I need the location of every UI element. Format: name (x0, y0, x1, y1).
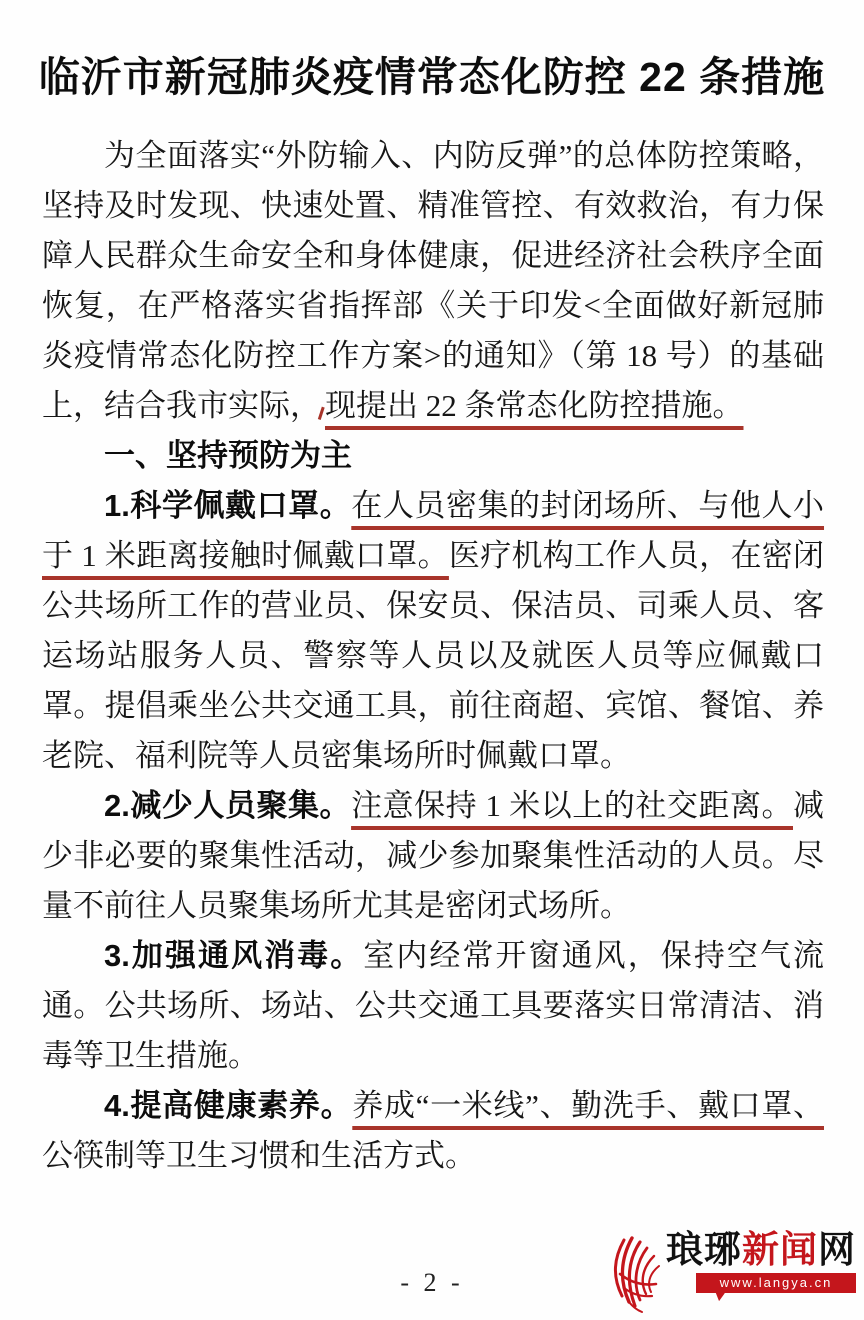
text-segment: 公筷制等卫生习惯和生活方式。 (42, 1138, 476, 1173)
item-lead-label: 3.加强通风消毒。 (104, 938, 364, 973)
text-segment: 医疗机构工作人员，在密闭公共场所工作的营业员、保安员、保洁员、司乘人员、客运场站服务人员、警察等人员以及就医人员等应佩戴口罩。提倡乘坐公共交通工具，前往商超、宾馆、餐馆、养老院、福利院等人员密集场所时佩戴口罩。 (42, 538, 825, 773)
langya-news-logo (602, 1228, 856, 1316)
logo-url: www.langya.cn (696, 1273, 856, 1293)
document-body (42, 131, 824, 1181)
item-lead-label: 4.提高健康素养。 (104, 1088, 353, 1123)
measure-item-2 (42, 781, 824, 931)
logo-name-part-red: 新闻 (742, 1229, 818, 1270)
logo-text-block (666, 1228, 856, 1293)
text-segment: 室内经常开窗通风，保持空气流通。公共场所、场站、公共交通工具要落实日常清洁、消毒等卫生措施。 (42, 938, 825, 1073)
measure-item-4 (42, 1081, 824, 1181)
underlined-text-segment: 注意保持 1 米以上的社交距离。 (351, 788, 793, 823)
logo-name-part: 琅琊 (666, 1229, 742, 1270)
intro-paragraph (42, 131, 824, 431)
section-heading: 一、坚持预防为主 (104, 438, 352, 473)
item-lead-label: 2.减少人员聚集。 (104, 788, 352, 823)
text-segment: 为全面落实“外防输入、内防反弹”的总体防控策略，坚持及时发现、快速处置、精准管控、有效救治，有力保障人民群众生命安全和身体健康，促进经济社会秩序全面恢复，在严格落实省指挥部《关于印发<全面做好新冠肺炎疫情常态化防控工作方案>的通知》（第 18 号）的基础上，结合我市实际， (42, 138, 824, 423)
page-number: - 2 - (400, 1268, 464, 1297)
document-title: 临沂市新冠肺炎疫情常态化防控 22 条措施 (38, 54, 826, 100)
measure-item-3 (42, 931, 824, 1081)
logo-name (666, 1228, 856, 1272)
logo-name-part: 网 (818, 1229, 856, 1270)
measure-item-1 (42, 481, 824, 781)
item-lead-label: 1.科学佩戴口罩。 (104, 488, 352, 523)
underlined-text-segment: 现提出 22 条常态化防控措施。 (321, 388, 744, 423)
underlined-text-segment: 养成“一米线”、勤洗手、戴口罩、 (352, 1088, 824, 1123)
text-segment: 减少非必要的聚集性活动，减少参加聚集性活动的人员。尽量不前往人员聚集场所尤其是密闭式场所。 (42, 788, 824, 923)
phoenix-icon (602, 1234, 664, 1316)
underlined-text-segment: 在人员密集的封闭场所、与他人小于 1 米距离接触时佩戴口罩。 (42, 488, 825, 573)
